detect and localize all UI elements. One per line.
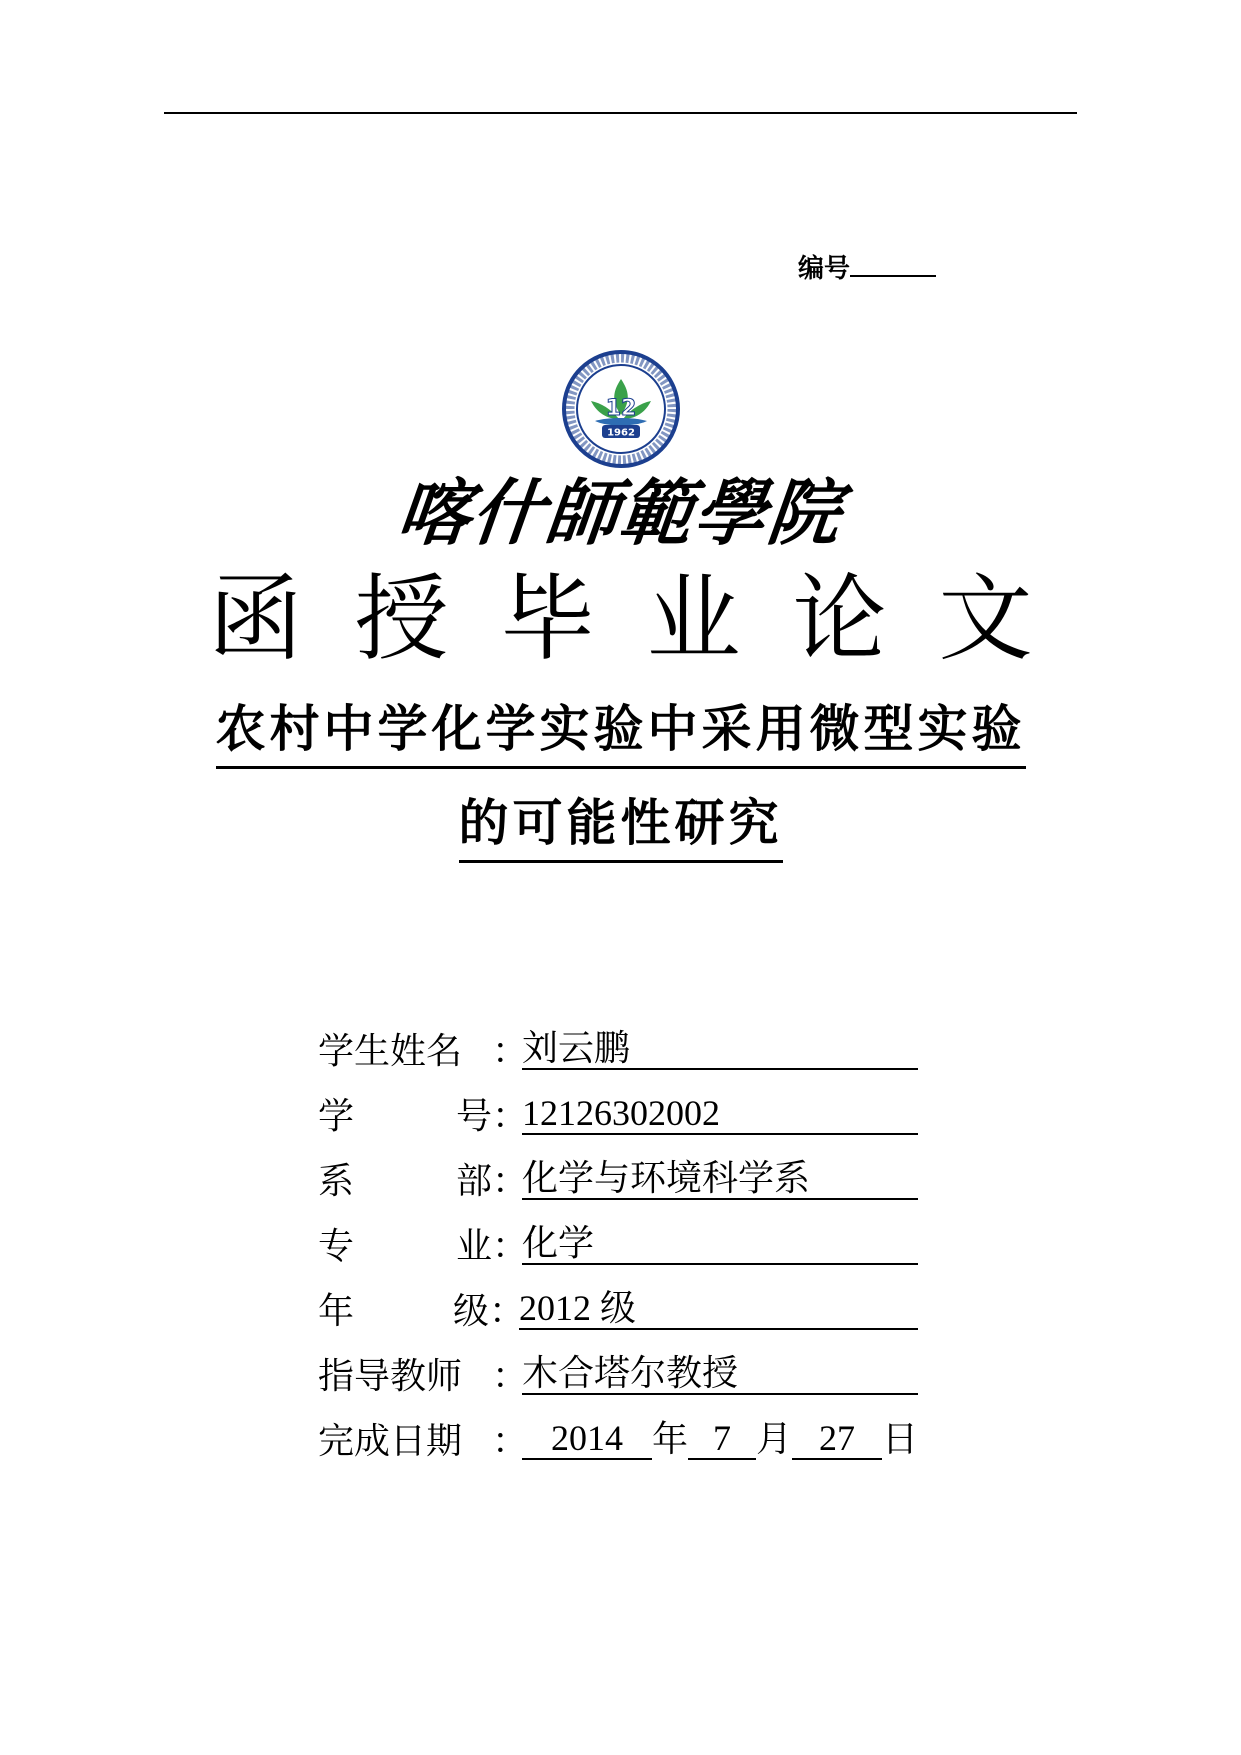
- info-row-student-id: [318, 1070, 918, 1135]
- student-id-value: 12126302002: [522, 1095, 918, 1135]
- major-label-b: 业: [455, 1226, 492, 1267]
- student-id-label: [318, 1096, 492, 1137]
- grade-value: 2012 级: [519, 1290, 918, 1330]
- info-row-department: [318, 1135, 918, 1200]
- major-label-a: 专: [318, 1226, 355, 1267]
- department-label: [318, 1161, 492, 1202]
- info-row-grade: [318, 1265, 918, 1330]
- thesis-title-line-1: [0, 700, 1241, 758]
- colon: ：: [492, 1031, 529, 1072]
- info-row-completion-date: [318, 1395, 918, 1460]
- department-label-b: 部: [455, 1161, 492, 1202]
- student-name-value: 刘云鹏: [522, 1030, 918, 1070]
- seal-year: 1962: [607, 427, 635, 439]
- completion-year: 2014: [522, 1420, 652, 1460]
- college-seal-icon: [561, 349, 681, 469]
- advisor-label: 指导教师: [318, 1356, 463, 1397]
- colon: ：: [492, 1161, 529, 1202]
- info-row-advisor: [318, 1330, 918, 1395]
- document-number-field: [798, 248, 936, 285]
- colon: ：: [492, 1356, 529, 1397]
- grade-label-a: 年: [318, 1291, 355, 1332]
- thesis-title-line-2-text: 的可能性研究: [459, 794, 783, 863]
- student-name-label: 学生姓名: [318, 1031, 463, 1072]
- main-title: 函授毕业论文: [208, 565, 1085, 674]
- major-label: [318, 1226, 492, 1267]
- document-number-label: 编号: [798, 254, 851, 284]
- colon: ：: [492, 1096, 529, 1137]
- completion-year-word: 年: [651, 1419, 688, 1460]
- grade-label: [318, 1291, 489, 1332]
- colon: ：: [489, 1291, 526, 1332]
- completion-month-word: 月: [755, 1419, 792, 1460]
- info-row-student-name: [318, 1005, 918, 1070]
- college-name-calligraphy: 喀什師範學院: [393, 470, 847, 555]
- info-row-major: [318, 1200, 918, 1265]
- major-value: 化学: [522, 1225, 918, 1265]
- advisor-value: 木合塔尔教授: [522, 1355, 918, 1395]
- thesis-title-line-1-text: 农村中学化学实验中采用微型实验: [216, 700, 1026, 769]
- department-label-a: 系: [318, 1161, 355, 1202]
- student-id-label-a: 学: [318, 1096, 355, 1137]
- completion-day-word: 日: [882, 1419, 919, 1460]
- document-number-blank: [850, 251, 936, 277]
- completion-day: 27: [792, 1420, 882, 1460]
- colon: ：: [491, 1421, 528, 1462]
- completion-month: 7: [688, 1420, 756, 1460]
- seal-emblem-mark: 12: [605, 396, 637, 421]
- colon: ：: [492, 1226, 529, 1267]
- department-value: 化学与环境科学系: [522, 1160, 918, 1200]
- thesis-title-line-2: [0, 794, 1241, 852]
- student-id-label-b: 号: [455, 1096, 492, 1137]
- header-rule: [164, 112, 1077, 114]
- grade-label-b: 级: [452, 1291, 489, 1332]
- student-info-block: [318, 1005, 918, 1460]
- completion-date-label: 完成日期: [318, 1421, 463, 1462]
